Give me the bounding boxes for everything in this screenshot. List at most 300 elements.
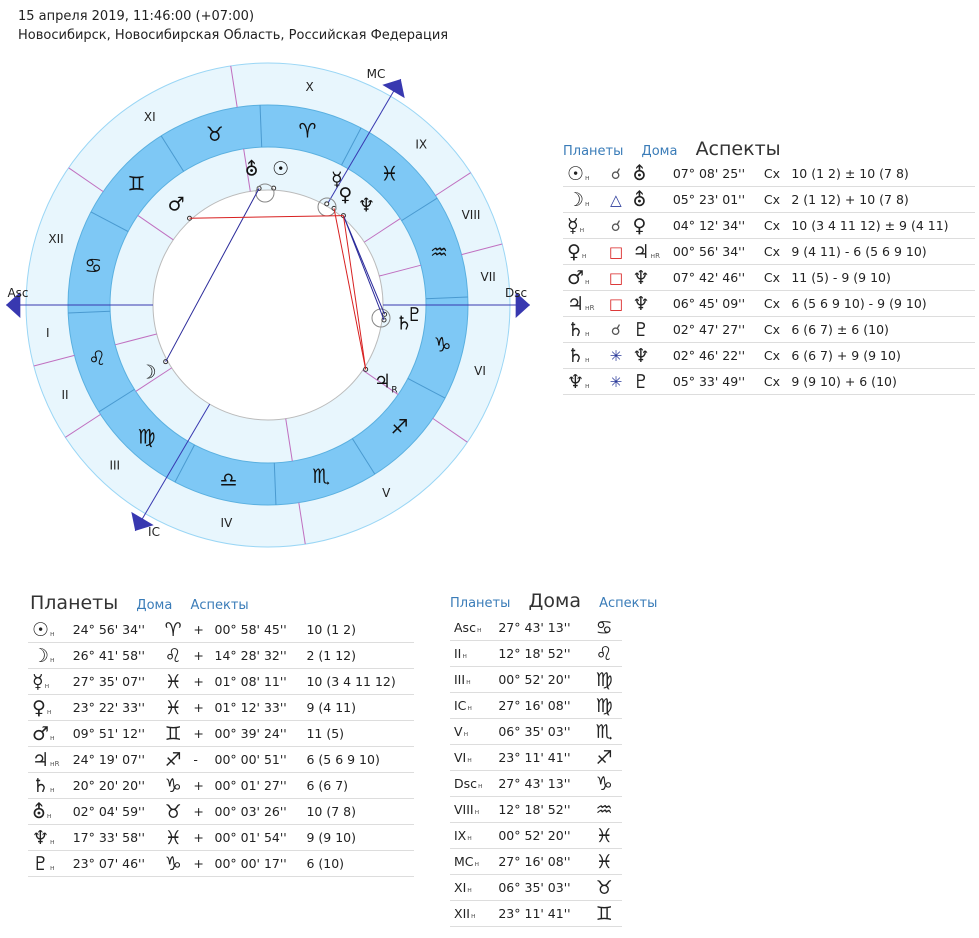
aspect-planet1-glyph: ♄	[567, 318, 585, 341]
planet-degree: 23° 22' 33''	[69, 695, 161, 721]
house-sign: ♓	[592, 823, 622, 849]
house-row	[450, 745, 622, 771]
planet-glyph-cell-glyph: ♀	[32, 696, 46, 719]
house-name-sub: н	[467, 886, 472, 894]
planet-glyph-cell-glyph: ⛢	[32, 800, 46, 823]
house-name	[450, 875, 494, 901]
aspect-planet2-glyph: ♆	[632, 266, 650, 289]
house-sign: ♐	[592, 745, 622, 771]
aspect-planet2-glyph: ♇	[632, 370, 650, 393]
house-sign: ♏	[592, 719, 622, 745]
house-name-text: V	[454, 724, 463, 739]
planet-glyph-cell	[28, 617, 69, 643]
house-number: IV	[220, 516, 233, 531]
planet-speed: 00° 01' 54''	[211, 825, 303, 851]
house-degree: 27° 16' 08''	[494, 693, 591, 719]
house-number: IX	[415, 137, 428, 152]
planet-row	[28, 799, 414, 825]
planet-glyph-cell-glyph: ♄	[32, 774, 50, 797]
zodiac-sign-glyph: ♎	[219, 467, 238, 492]
aspect-planet1	[563, 187, 603, 213]
planet-direction: +	[189, 617, 210, 643]
tab-aspects[interactable]: Аспекты	[695, 138, 781, 160]
aspect-row	[563, 317, 975, 343]
aspect-planet1-sub: н	[581, 251, 587, 260]
house-degree: 00° 52' 20''	[494, 667, 591, 693]
planet-glyph-cell	[28, 747, 69, 773]
house-degree: 12° 18' 52''	[494, 641, 591, 667]
aspect-houses: 6 (6 7) ± 6 (10)	[787, 317, 975, 343]
house-name	[450, 745, 494, 771]
planet-glyph: ♂	[167, 193, 185, 216]
planet-house: 2 (1 12)	[302, 643, 414, 669]
aspect-planet1-glyph: ☉	[567, 162, 585, 185]
planet-degree: 23° 07' 46''	[69, 851, 161, 877]
aspect-planet2-glyph: ♆	[632, 344, 650, 367]
planet-glyph: ♇	[406, 303, 424, 326]
aspect-planet2-glyph: ♃	[632, 240, 650, 263]
planet-speed: 00° 03' 26''	[211, 799, 303, 825]
house-name	[450, 719, 494, 745]
planet-row	[28, 747, 414, 773]
planet-glyph-cell-sub: н	[50, 863, 55, 872]
planet-row	[28, 851, 414, 877]
planet-glyph-cell	[28, 825, 69, 851]
tab-aspects[interactable]: Аспекты	[190, 598, 249, 613]
planet-sign: ♓	[161, 669, 190, 695]
aspect-houses: 9 (9 10) + 6 (10)	[787, 369, 975, 395]
planet-glyph-cell-sub: нR	[50, 759, 60, 768]
house-sign: ♉	[592, 875, 622, 901]
house-degree: 27° 43' 13''	[494, 771, 591, 797]
aspect-planet1	[563, 317, 603, 343]
planet-sign: ♌	[161, 643, 190, 669]
aspect-planet1-glyph: ☽	[567, 188, 585, 211]
house-name-text: XII	[454, 906, 470, 921]
planet-glyph: ♃	[373, 370, 391, 393]
tab-planets[interactable]: Планеты	[30, 592, 119, 614]
axis-label: Asc	[7, 286, 29, 300]
aspect-symbol: □	[603, 265, 628, 291]
house-number: III	[109, 458, 121, 473]
planet-glyph-cell-glyph: ☽	[32, 644, 50, 667]
aspect-planet1	[563, 161, 603, 187]
aspect-symbol: □	[603, 239, 628, 265]
planet-glyph-cell-glyph: ♇	[32, 852, 50, 875]
planet-glyph: ♄	[395, 312, 413, 335]
house-sign: ♌	[592, 641, 622, 667]
planet-direction: +	[189, 669, 210, 695]
planet-glyph-cell-glyph: ♃	[32, 748, 50, 771]
house-sign: ♍	[592, 667, 622, 693]
planet-speed: 00° 00' 17''	[211, 851, 303, 877]
planet-sign: ♓	[161, 825, 190, 851]
aspect-planet2	[629, 291, 669, 317]
house-name-sub: н	[466, 678, 471, 686]
aspect-orb: 06° 45' 09''	[669, 291, 760, 317]
aspect-planet1-sub: нR	[585, 303, 595, 312]
house-number: XI	[143, 110, 156, 125]
house-row	[450, 641, 622, 667]
tab-houses[interactable]: Дома	[136, 598, 173, 613]
aspect-houses: 2 (1 12) + 10 (7 8)	[787, 187, 975, 213]
aspect-planet1-sub: н	[585, 329, 590, 338]
axis-label: IC	[148, 525, 160, 539]
houses-table	[450, 615, 622, 927]
planet-glyph: ♆	[357, 194, 375, 217]
aspect-planet2	[629, 213, 669, 239]
house-name	[450, 849, 494, 875]
aspect-houses: 11 (5) - 9 (9 10)	[787, 265, 975, 291]
house-sign: ♒	[592, 797, 622, 823]
house-degree: 06° 35' 03''	[494, 719, 591, 745]
planet-sign: ♓	[161, 695, 190, 721]
planet-sign: ♑	[161, 773, 190, 799]
planet-glyph-cell-sub: н	[50, 733, 55, 742]
house-name-sub: н	[476, 626, 482, 634]
planet-glyph-cell-glyph: ☿	[32, 670, 44, 693]
house-name	[450, 667, 494, 693]
zodiac-sign-glyph: ♐	[390, 414, 409, 439]
planet-degree: 24° 56' 34''	[69, 617, 161, 643]
house-degree: 12° 18' 52''	[494, 797, 591, 823]
house-name-text: XI	[454, 880, 467, 895]
house-sign: ♑	[592, 771, 622, 797]
aspect-symbol: ✳	[603, 369, 628, 395]
aspect-orb: 07° 08' 25''	[669, 161, 760, 187]
aspect-planet2	[629, 317, 669, 343]
planet-row	[28, 669, 414, 695]
planet-sign: ♐	[161, 747, 190, 773]
zodiac-sign-glyph: ♌	[88, 346, 107, 371]
chart-header	[18, 7, 448, 45]
house-number: VII	[480, 269, 496, 284]
natal-chart-wheel	[0, 50, 540, 560]
house-name-text: III	[454, 672, 466, 687]
aspect-planet2	[629, 187, 669, 213]
aspect-planet2-glyph: ⛢	[632, 188, 647, 211]
aspect-type: Сх	[760, 369, 787, 395]
planet-house: 6 (6 7)	[302, 773, 414, 799]
zodiac-sign-glyph: ♑	[433, 332, 452, 357]
house-sign: ♋	[592, 615, 622, 641]
house-degree: 23° 11' 41''	[494, 745, 591, 771]
planet-row	[28, 643, 414, 669]
house-row	[450, 849, 622, 875]
aspect-planet1-glyph: ♀	[567, 240, 581, 263]
planet-glyph-cell-sub: н	[50, 629, 55, 638]
aspect-planet2	[629, 239, 669, 265]
aspect-type: Сх	[760, 239, 787, 265]
aspect-row	[563, 213, 975, 239]
aspect-type: Сх	[760, 291, 787, 317]
house-name-sub: н	[474, 808, 480, 816]
planet-direction: -	[189, 747, 210, 773]
planet-degree: 26° 41' 58''	[69, 643, 161, 669]
aspect-type: Сх	[760, 343, 787, 369]
planet-house: 6 (10)	[302, 851, 414, 877]
house-number: V	[382, 485, 391, 500]
planet-glyph: ☽	[139, 361, 157, 384]
planet-house: 6 (5 6 9 10)	[302, 747, 414, 773]
planet-glyph-cell	[28, 851, 69, 877]
house-name-text: Asc	[454, 620, 476, 635]
planet-speed: 01° 08' 11''	[211, 669, 303, 695]
aspect-symbol: △	[603, 187, 628, 213]
house-name-sub: н	[474, 860, 480, 868]
house-name-sub: н	[470, 912, 476, 920]
tab-aspects[interactable]: Аспекты	[599, 596, 658, 611]
house-row	[450, 771, 622, 797]
house-row	[450, 719, 622, 745]
aspect-type: Сх	[760, 265, 787, 291]
aspect-symbol: ☌	[603, 213, 628, 239]
house-row	[450, 901, 622, 927]
planet-degree: 24° 19' 07''	[69, 747, 161, 773]
planet-glyph-cell	[28, 721, 69, 747]
aspect-houses: 6 (5 6 9 10) - 9 (9 10)	[787, 291, 975, 317]
tab-planets[interactable]: Планеты	[563, 144, 624, 159]
house-degree: 27° 43' 13''	[494, 615, 591, 641]
aspect-planet2-glyph: ♆	[632, 292, 650, 315]
planet-house: 9 (4 11)	[302, 695, 414, 721]
planet-house: 10 (7 8)	[302, 799, 414, 825]
aspect-orb: 02° 46' 22''	[669, 343, 760, 369]
house-degree: 00° 52' 20''	[494, 823, 591, 849]
planet-glyph: ☿	[330, 168, 343, 191]
aspect-planet1-sub: н	[585, 277, 590, 286]
planet-direction: +	[189, 695, 210, 721]
planet-row	[28, 617, 414, 643]
aspect-row	[563, 369, 975, 395]
house-name	[450, 823, 494, 849]
zodiac-sign-glyph: ♒	[429, 239, 448, 264]
house-row	[450, 693, 622, 719]
aspect-orb: 04° 12' 34''	[669, 213, 760, 239]
aspect-type: Сх	[760, 213, 787, 239]
zodiac-sign-glyph: ♍	[137, 424, 156, 449]
house-name-text: MC	[454, 854, 474, 869]
planet-row	[28, 721, 414, 747]
house-name-text: II	[454, 646, 462, 661]
planet-direction: +	[189, 799, 210, 825]
aspects-tabs	[563, 138, 795, 160]
aspect-planet1-glyph: ☿	[567, 214, 579, 237]
wheel-inner-circle	[153, 190, 383, 420]
house-name	[450, 615, 494, 641]
aspect-planet1	[563, 369, 603, 395]
aspect-type: Сх	[760, 161, 787, 187]
planet-glyph: ☉	[272, 158, 290, 181]
house-number: VIII	[461, 208, 481, 223]
planet-glyph-cell	[28, 669, 69, 695]
house-name-sub: н	[467, 834, 472, 842]
aspect-orb: 00° 56' 34''	[669, 239, 760, 265]
planet-speed: 01° 12' 33''	[211, 695, 303, 721]
axis-label: MC	[366, 67, 386, 81]
aspect-houses: 6 (6 7) + 9 (9 10)	[787, 343, 975, 369]
aspect-row	[563, 265, 975, 291]
aspect-orb: 07° 42' 46''	[669, 265, 760, 291]
planet-sign: ♊	[161, 721, 190, 747]
house-number: II	[61, 387, 69, 402]
house-name	[450, 797, 494, 823]
planet-glyph-cell-glyph: ♂	[32, 722, 50, 745]
planet-sign: ♉	[161, 799, 190, 825]
aspect-type: Сх	[760, 187, 787, 213]
planet-row	[28, 695, 414, 721]
aspect-planet1	[563, 265, 603, 291]
aspect-houses: 10 (1 2) ± 10 (7 8)	[787, 161, 975, 187]
planet-glyph-cell	[28, 695, 69, 721]
aspect-planet1	[563, 239, 603, 265]
aspect-planet2	[629, 369, 669, 395]
axis-label: Dsc	[504, 286, 528, 300]
aspect-planet1-sub: н	[585, 355, 590, 364]
aspect-planet1-sub: н	[585, 381, 590, 390]
planet-degree: 27° 35' 07''	[69, 669, 161, 695]
planet-sign: ♑	[161, 851, 190, 877]
planet-degree: 09° 51' 12''	[69, 721, 161, 747]
planet-glyph-cell-sub: н	[46, 707, 52, 716]
aspect-planet1-sub: н	[585, 199, 590, 208]
house-sign: ♍	[592, 693, 622, 719]
aspect-planet2	[629, 265, 669, 291]
aspect-type: Сх	[760, 317, 787, 343]
house-row	[450, 667, 622, 693]
retrograde-mark: R	[391, 385, 398, 396]
planet-house: 10 (1 2)	[302, 617, 414, 643]
aspect-planet2-glyph: ♀	[632, 214, 647, 237]
planet-degree: 02° 04' 59''	[69, 799, 161, 825]
house-name	[450, 901, 494, 927]
zodiac-sign-glyph: ♓	[380, 161, 399, 186]
tab-planets[interactable]: Планеты	[450, 596, 511, 611]
planet-direction: +	[189, 825, 210, 851]
planet-house: 9 (9 10)	[302, 825, 414, 851]
planet-house: 11 (5)	[302, 721, 414, 747]
house-name-text: IC	[454, 698, 467, 713]
planet-direction: +	[189, 721, 210, 747]
chart-place: Новосибирск, Новосибирская Область, Российская Федерация	[18, 28, 449, 43]
aspect-planet2	[629, 161, 669, 187]
house-name	[450, 693, 494, 719]
aspect-row	[563, 187, 975, 213]
house-degree: 06° 35' 03''	[494, 875, 591, 901]
tab-houses[interactable]: Дома	[528, 590, 581, 612]
aspect-row	[563, 343, 975, 369]
house-name-text: VI	[454, 750, 467, 765]
house-row	[450, 797, 622, 823]
aspect-orb: 05° 23' 01''	[669, 187, 760, 213]
planets-table	[28, 617, 414, 877]
planet-direction: +	[189, 643, 210, 669]
house-name-text: IX	[454, 828, 467, 843]
house-name-sub: н	[462, 652, 467, 660]
house-number: X	[305, 79, 314, 94]
aspect-planet1	[563, 291, 603, 317]
aspect-symbol: ✳	[603, 343, 628, 369]
house-name-sub: н	[467, 756, 472, 764]
aspect-row	[563, 239, 975, 265]
planet-speed: 14° 28' 32''	[211, 643, 303, 669]
aspect-houses: 9 (4 11) - 6 (5 6 9 10)	[787, 239, 975, 265]
aspect-planet1-sub: н	[579, 225, 585, 234]
planet-degree: 17° 33' 58''	[69, 825, 161, 851]
house-row	[450, 615, 622, 641]
house-sign: ♊	[592, 901, 622, 927]
aspect-row	[563, 291, 975, 317]
planet-glyph: ♀	[338, 183, 353, 206]
aspect-orb: 02° 47' 27''	[669, 317, 760, 343]
aspect-planet2-sub: нR	[650, 251, 660, 260]
house-name-text: Dsc	[454, 776, 478, 791]
aspect-symbol: ☌	[603, 317, 628, 343]
planet-glyph-cell	[28, 773, 69, 799]
zodiac-sign-glyph: ♈	[298, 118, 317, 143]
house-row	[450, 823, 622, 849]
house-name-sub: н	[463, 730, 469, 738]
planet-speed: 00° 01' 27''	[211, 773, 303, 799]
aspect-row	[563, 161, 975, 187]
aspect-planet1	[563, 343, 603, 369]
house-name	[450, 641, 494, 667]
aspect-planet1	[563, 213, 603, 239]
house-sign: ♓	[592, 849, 622, 875]
planet-degree: 20° 20' 20''	[69, 773, 161, 799]
planet-glyph-cell	[28, 799, 69, 825]
houses-tabs	[450, 590, 671, 612]
planet-speed: 00° 00' 51''	[211, 747, 303, 773]
house-degree: 23° 11' 41''	[494, 901, 591, 927]
planet-speed: 00° 58' 45''	[211, 617, 303, 643]
house-row	[450, 875, 622, 901]
aspect-planet1-glyph: ♃	[567, 292, 585, 315]
house-number: I	[46, 326, 50, 341]
house-name	[450, 771, 494, 797]
tab-houses[interactable]: Дома	[641, 144, 678, 159]
aspect-symbol: □	[603, 291, 628, 317]
aspect-orb: 05° 33' 49''	[669, 369, 760, 395]
planets-tabs	[30, 592, 263, 614]
planet-speed: 00° 39' 24''	[211, 721, 303, 747]
house-name-sub: н	[467, 704, 472, 712]
aspect-planet1-sub: н	[585, 173, 590, 182]
planet-glyph-cell-sub: н	[50, 785, 55, 794]
aspects-table	[563, 161, 975, 395]
planet-house: 10 (3 4 11 12)	[302, 669, 414, 695]
planet-sign: ♈	[161, 617, 190, 643]
aspect-symbol: ☌	[603, 161, 628, 187]
planet-row	[28, 773, 414, 799]
planet-glyph-cell	[28, 643, 69, 669]
planet-direction: +	[189, 773, 210, 799]
house-name-sub: н	[478, 782, 483, 790]
zodiac-sign-glyph: ♉	[205, 122, 224, 147]
planet-point	[325, 202, 329, 206]
planet-direction: +	[189, 851, 210, 877]
aspect-planet1-glyph: ♄	[567, 344, 585, 367]
chart-date: 15 апреля 2019, 11:46:00 (+07:00)	[18, 9, 255, 24]
planet-glyph: ⛢	[244, 158, 259, 181]
planet-glyph-cell-sub: н	[50, 655, 55, 664]
zodiac-sign-glyph: ♋	[84, 253, 103, 278]
planet-glyph-cell-sub: н	[50, 837, 55, 846]
zodiac-sign-glyph: ♏	[312, 463, 331, 488]
zodiac-sign-glyph: ♊	[127, 171, 146, 196]
planet-glyph-cell-glyph: ☉	[32, 618, 50, 641]
house-degree: 27° 16' 08''	[494, 849, 591, 875]
